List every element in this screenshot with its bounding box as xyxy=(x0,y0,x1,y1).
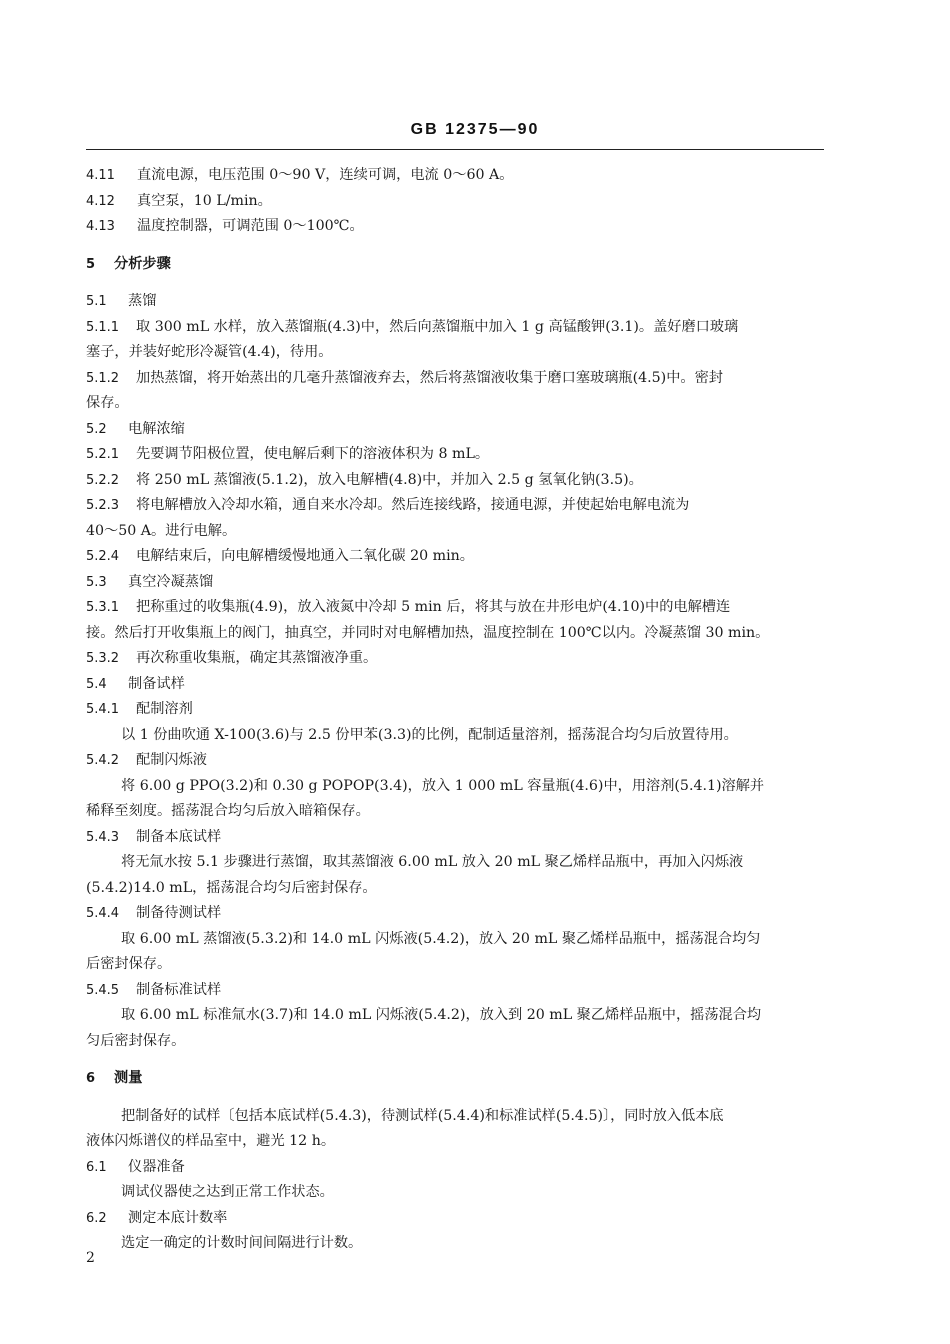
clause-number: 5.2.4 xyxy=(86,549,120,564)
section-number: 5 xyxy=(86,256,96,272)
item-4-12 xyxy=(86,189,826,215)
item-4-11 xyxy=(86,163,826,189)
clause-title: 配制闪烁液 xyxy=(136,752,207,768)
page-content xyxy=(86,163,826,1257)
item-number: 4.11 xyxy=(86,168,115,183)
clause-text: 把称重过的收集瓶(4.9)，放入液氮中冷却 5 min 后，将其与放在井形电炉(4.10)中的电解槽连 xyxy=(136,599,731,615)
clause-5-2-1 xyxy=(86,442,826,468)
heading-6-2 xyxy=(86,1206,826,1232)
item-text: 真空泵，10 L/min。 xyxy=(137,192,272,209)
body-5-4-1: 以 1 份曲吹通 X-100(3.6)与 2.5 份甲苯(3.3)的比例，配制适量溶剂，摇荡混合均匀后放置待用。 xyxy=(121,726,738,743)
clause-title: 制备标准试样 xyxy=(136,981,222,998)
body-5-4-2-cont: 稀释至刻度。摇荡混合均匀后放入暗箱保存。 xyxy=(86,803,370,819)
clause-number: 5.3.1 xyxy=(86,600,120,615)
section-6-heading xyxy=(86,1066,826,1092)
heading-5-4-4 xyxy=(86,901,826,927)
clause-text: 电解结束后，向电解槽缓慢地通入二氧化碳 20 min。 xyxy=(136,548,474,564)
clause-title: 电解浓缩 xyxy=(128,420,185,437)
clause-number: 5.4.3 xyxy=(86,829,120,845)
heading-5-4-3 xyxy=(86,825,826,851)
page-number: 2 xyxy=(86,1250,95,1266)
clause-title: 真空冷凝蒸馏 xyxy=(128,573,214,590)
body-5-4-2: 将 6.00 g PPO(3.2)和 0.30 g POPOP(3.4)，放入 1 000 mL 容量瓶(4.6)中，用溶剂(5.4.1)溶解并 xyxy=(121,777,765,794)
clause-5-2-2 xyxy=(86,468,826,494)
clause-text: 将 250 mL 蒸馏液(5.1.2)，放入电解槽(4.8)中，并加入 2.5 g 氢氧化钠(3.5)。 xyxy=(136,471,643,488)
clause-title: 仪器准备 xyxy=(128,1158,185,1175)
body-5-4-5-cont: 匀后密封保存。 xyxy=(86,1032,186,1049)
heading-5-1 xyxy=(86,289,826,315)
clause-number: 5.2.2 xyxy=(86,472,120,488)
clause-number: 5.4.1 xyxy=(86,702,120,717)
clause-number: 5.4.2 xyxy=(86,753,120,768)
standard-header: GB 12375—90 xyxy=(410,121,540,138)
clause-5-1-2-cont: 保存。 xyxy=(86,395,129,411)
clause-number: 5.4 xyxy=(86,676,107,692)
header-divider xyxy=(86,149,824,150)
clause-5-2-4 xyxy=(86,544,826,570)
clause-number: 5.4.4 xyxy=(86,906,120,921)
item-text: 温度控制器，可调范围 0～100℃。 xyxy=(137,218,364,234)
clause-title: 制备本底试样 xyxy=(136,828,222,845)
clause-number: 5.3.2 xyxy=(86,651,120,666)
clause-5-3-1-cont: 接。然后打开收集瓶上的阀门，抽真空，并同时对电解槽加热，温度控制在 100℃以内。冷凝蒸馏 30 min。 xyxy=(86,624,770,641)
item-text: 直流电源，电压范围 0～90 V，连续可调，电流 0～60 A。 xyxy=(137,167,514,183)
clause-text: 加热蒸馏，将开始蒸出的几毫升蒸馏液弃去，然后将蒸馏液收集于磨口塞玻璃瓶(4.5)中。密封 xyxy=(136,369,723,386)
clause-5-1-1-cont: 塞子，并装好蛇形冷凝管(4.4)，待用。 xyxy=(86,344,333,360)
heading-5-4-2 xyxy=(86,748,826,774)
clause-5-1-2 xyxy=(86,366,826,392)
item-4-13 xyxy=(86,214,826,240)
clause-5-1-1 xyxy=(86,315,826,341)
clause-title: 制备待测试样 xyxy=(136,905,222,921)
clause-number: 5.2.3 xyxy=(86,498,120,513)
clause-text: 先要调节阳极位置，使电解后剩下的溶液体积为 8 mL。 xyxy=(136,446,490,462)
body-6-cont: 液体闪烁谱仪的样品室中，避光 12 h。 xyxy=(86,1133,336,1149)
item-number: 4.12 xyxy=(86,193,115,209)
body-5-4-5: 取 6.00 mL 标准氚水(3.7)和 14.0 mL 闪烁液(5.4.2)，放入到 20 mL 聚乙烯样品瓶中，摇荡混合均 xyxy=(121,1007,762,1023)
clause-title: 制备试样 xyxy=(128,675,185,692)
clause-title: 蒸馏 xyxy=(128,293,157,309)
section-title: 测量 xyxy=(114,1070,143,1086)
clause-5-3-1 xyxy=(86,595,826,621)
body-5-4-3: 将无氚水按 5.1 步骤进行蒸馏，取其蒸馏液 6.00 mL 放入 20 mL 聚乙烯样品瓶中，再加入闪烁液 xyxy=(121,854,744,870)
clause-title: 测定本底计数率 xyxy=(128,1209,228,1226)
item-number: 4.13 xyxy=(86,219,115,234)
section-5-heading xyxy=(86,252,826,278)
clause-5-3-2 xyxy=(86,646,826,672)
heading-5-4-5 xyxy=(86,978,826,1004)
clause-number: 5.3 xyxy=(86,574,107,590)
clause-number: 6.1 xyxy=(86,1159,107,1175)
body-6-1: 调试仪器使之达到正常工作状态。 xyxy=(121,1184,334,1200)
clause-title: 配制溶剂 xyxy=(136,701,193,717)
body-5-4-4-cont: 后密封保存。 xyxy=(86,956,172,972)
clause-5-2-3 xyxy=(86,493,826,519)
heading-6-1 xyxy=(86,1155,826,1181)
section-title: 分析步骤 xyxy=(114,255,171,272)
clause-text: 取 300 mL 水样，放入蒸馏瓶(4.3)中，然后向蒸馏瓶中加入 1 g 高锰酸钾(3.1)。盖好磨口玻璃 xyxy=(136,318,739,335)
heading-5-2 xyxy=(86,417,826,443)
clause-number: 5.1 xyxy=(86,294,107,309)
body-5-4-4: 取 6.00 mL 蒸馏液(5.3.2)和 14.0 mL 闪烁液(5.4.2)，放入 20 mL 聚乙烯样品瓶中，摇荡混合均匀 xyxy=(121,930,761,947)
clause-text: 再次称重收集瓶，确定其蒸馏液净重。 xyxy=(136,650,378,666)
clause-number: 6.2 xyxy=(86,1210,107,1226)
heading-5-4 xyxy=(86,672,826,698)
body-6-2: 选定一确定的计数时间间隔进行计数。 xyxy=(121,1235,363,1251)
clause-number: 5.4.5 xyxy=(86,982,120,998)
clause-text: 将电解槽放入冷却水箱，通自来水冷却。然后连接线路，接通电源，并使起始电解电流为 xyxy=(136,497,690,513)
body-6: 把制备好的试样〔包括本底试样(5.4.3)，待测试样(5.4.4)和标准试样(5.4.5)〕，同时放入低本底 xyxy=(121,1107,724,1124)
section-number: 6 xyxy=(86,1071,96,1086)
clause-number: 5.2.1 xyxy=(86,447,120,462)
clause-5-2-3-cont: 40～50 A。进行电解。 xyxy=(86,522,237,539)
clause-number: 5.1.2 xyxy=(86,370,120,386)
clause-number: 5.1.1 xyxy=(86,319,120,335)
body-5-4-3-cont: (5.4.2)14.0 mL，摇荡混合均匀后密封保存。 xyxy=(86,879,377,896)
clause-number: 5.2 xyxy=(86,421,107,437)
heading-5-4-1 xyxy=(86,697,826,723)
heading-5-3 xyxy=(86,570,826,596)
